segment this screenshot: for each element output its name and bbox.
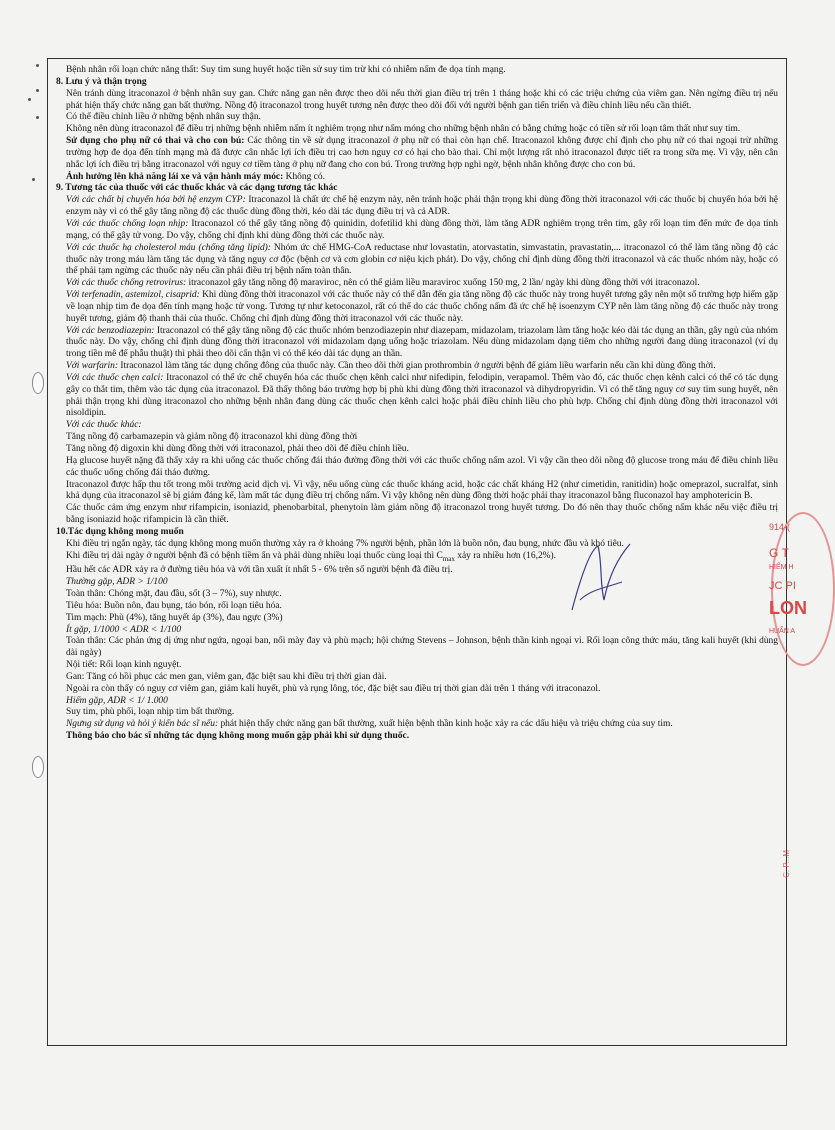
interaction-text: Nhóm ức chế HMG-CoA reductase như lovastatin, atorvastatin, simvastatin, pravastatin,... itraconazol có thể làm tăng nồng độ các thuốc này trong máu làm tăng tác dụng và tăng nguy cơ độc (bệnh cơ và cơn globin cơ niệu kịch phát). Do vậy, chống chỉ định dùng đồng thời itraconazol và các thuốc nhóm này, hoặc có thể phải tạm ngừng các thuốc này nếu cần phải điều trị bệnh nấm toàn thân.: [66, 242, 778, 277]
interaction-terfenadin: [56, 290, 778, 326]
interaction-text: itraconazol gây tăng nồng độ maraviroc, nên có thể giảm liều maraviroc xuống 150 mg, 2 lần/ ngày khi dùng đồng thời với itraconazol.: [186, 278, 700, 289]
s8-paragraph-1: Nên tránh dùng itraconazol ở bệnh nhân suy gan. Chức năng gan nên được theo dõi nếu thời gian điều trị trên 1 tháng hoặc khi có các triệu chứng của viêm gan. Nên ngừng điều trị nếu phát hiện thấy chức năng gan bất thường. Nồng độ itraconazol trong huyết tương nên được theo dõi đối với người bệnh gan tiến triển và điều chỉnh liều nếu cần thiết.: [66, 88, 778, 111]
stop-use-text: phát hiện thấy chức năng gan bất thường, xuất hiện bệnh thần kinh hoặc xảy ra các dấu hiệu và triệu chứng của suy tim.: [218, 719, 673, 730]
stamp-text: HIỂM H: [769, 564, 794, 571]
punch-hole: [32, 372, 44, 394]
section-9-title: 9. Tương tác của thuốc với các thuốc khác và các dạng tương tác khác: [56, 183, 338, 194]
interaction-text: Itraconazol là chất ức chế hệ enzym này, nên tránh hoặc phải thận trọng khi dùng đồng thời itraconazol với các thuốc bị chuyển hóa bởi hệ enzym này vì có thể gây tăng nồng độ các thuốc dùng đồng thời, kéo dài tác dụng điều trị và cả ADR.: [66, 195, 778, 218]
rare-item: Suy tim, phù phổi, loạn nhịp tim bất thường.: [66, 707, 235, 718]
stamp-text: JC PI: [769, 580, 796, 592]
s10-paragraph-3: Hầu hết các ADR xảy ra ở đường tiêu hóa và với tần xuất ít nhất 5 - 6% trên số người bệnh đã điều trị.: [66, 565, 453, 576]
stop-use-label: Ngưng sử dụng và hỏi ý kiến bác sĩ nếu:: [66, 719, 219, 730]
contraindication-line: Bệnh nhân rối loạn chức năng thất: Suy tim sung huyết hoặc tiền sử suy tim trừ khi có nhiễm nấm đe dọa tính mạng.: [66, 65, 506, 75]
s8-pregnancy: [56, 136, 778, 172]
interaction-label: Với các thuốc chống loạn nhịp:: [66, 218, 189, 229]
signature-scribble: [560, 540, 640, 620]
interaction-label: Với các thuốc chẹn calci:: [66, 372, 164, 383]
s8-paragraph-2: Có thể điều chỉnh liều ở những bệnh nhân suy thận.: [66, 112, 261, 123]
red-stamp: [763, 512, 807, 662]
uncommon-item: Ngoài ra còn thấy có nguy cơ viêm gan, giảm kali huyết, phù và rụng lông, tóc, đặc biệt sau điều trị thời gian dài trên 1 tháng với itraconazol.: [66, 683, 601, 694]
leaflet-page: [47, 58, 787, 1046]
interaction-text: Itraconazol có thể gây tăng nồng độ quinidin, dofetilid khi dùng đồng thời, làm tăng ADR nghiêm trọng trên tim, gây rối loạn tim đến mức đe dọa tính mạng, có thể gây tử vong. Do vậy, chống chỉ định khi dùng đồng thời các thuốc này.: [66, 218, 778, 241]
margin-dot: [28, 98, 31, 101]
interaction-other-3: Hạ glucose huyết nặng đã thấy xảy ra khi uống các thuốc chống đái tháo đường đồng thời với các thuốc chống nấm azol. Vì vậy cần theo dõi nồng độ glucose trong máu để điều chỉnh liều các thuốc uống chống đái tháo đường.: [66, 455, 778, 478]
pregnancy-label: Sử dụng cho phụ nữ có thai và cho con bú:: [66, 136, 245, 147]
section-8-title: 8. Lưu ý và thận trọng: [56, 76, 147, 87]
s8-driving: [56, 172, 778, 184]
notify-doctor-line: Thông báo cho bác sĩ những tác dụng không mong muốn gặp phải khi sử dụng thuốc.: [66, 731, 410, 742]
interaction-text: Itraconazol có thể ức chế chuyển hóa các thuốc chẹn kênh calci như nifedipin, felodipin, verapamol. Thêm vào đó, các thuốc chẹn kênh calci có thể có tác dụng gây co thắt tim, thêm vào tác dụng của itraconazol. Đã thấy thông báo trường hợp bị phù khi dùng đồng thời itraconazol và dihydropyridin. Vì có thể tăng nguy cơ suy tim sung huyết, nên phải thận trọng khi dùng itraconazol cho những bệnh nhân đang dùng các thuốc chẹn kênh calci hoặc phải điều chỉnh liều cho phù hợp. Chống chỉ định dùng đồng thời itraconazol với nisoldipin.: [66, 372, 778, 419]
interaction-other-4: Itraconazol được hấp thu tốt trong môi trường acid dịch vị. Vì vậy, nếu uống cùng các thuốc kháng acid, hoặc các chất kháng H2 (như cimetidin, ranitidin) hoặc omeprazol, sucralfat, sinh khả dụng của itraconazol sẽ bị giảm đáng kể, làm mất tác dụng điều trị chống nấm. Vì vậy không nên dùng đồng thời hoặc phải thay itraconazol bằng fluconazol hay amphotericin B.: [66, 479, 778, 502]
interaction-label: Với các benzodiazepin:: [66, 325, 155, 336]
cmax-subscript: max: [442, 554, 455, 563]
margin-red-mark: C. P...M: [782, 850, 791, 878]
rare-label: Hiếm gặp, ADR < 1/ 1.000: [66, 695, 168, 706]
interaction-benzodiazepin: [56, 326, 778, 362]
s8-paragraph-3: Không nên dùng itraconazol để điều trị những bệnh nhiễm nấm ít nghiêm trọng như nấm móng cho những bệnh nhân có bằng chứng hoặc có tiền sử rối loạn tâm thất như suy tim.: [66, 124, 741, 135]
stamp-text: HUẨN A: [769, 628, 796, 635]
stamp-text: LON: [769, 598, 807, 618]
interaction-text: Itraconazol có thể gây tăng nồng độ các thuốc nhóm benzodiazepin như diazepam, midazolam, triazolam làm tăng hoặc kéo dài tác dụng an thần, gây ngủ của nhóm thuốc này. Do vậy, chống chỉ định dùng đồng thời itraconazol với midazolam dạng uống hoặc triazolam. Nếu dùng midazolam dạng tiêm cho những người đang dùng itraconazol (ví dụ trong tiền mê để phẫu thuật) thì phải theo dõi cẩn thận vì có thể kéo dài tác dụng an thần.: [66, 325, 778, 360]
uncommon-item: Nội tiết: Rối loạn kinh nguyệt.: [66, 660, 182, 671]
margin-dot: [36, 64, 39, 67]
interaction-label: Với warfarin:: [66, 361, 118, 372]
common-item: Tim mạch: Phù (4%), tăng huyết áp (3%), đau ngực (3%): [66, 612, 283, 623]
s10-paragraph-2: [56, 551, 778, 566]
s10-p2-text-b: xảy ra nhiều hơn (16,2%).: [454, 550, 557, 561]
interaction-cyp: [56, 195, 778, 219]
interaction-warfarin: [56, 361, 778, 373]
interaction-label: Với các chất bị chuyển hóa bởi hệ enzym CYP:: [66, 195, 246, 206]
stamp-text: 914-(: [769, 522, 791, 532]
pregnancy-text: Các thông tin về sử dụng itraconazol ở phụ nữ có thai còn hạn chế. Itraconazol không được chỉ định cho phụ nữ có thai ngoại trừ những trường hợp đe dọa đến tính mạng mà đã được cân nhắc lợi ích điều trị cao hơn nguy cơ có hại cho bào thai. Chỉ một lượng rất nhỏ itraconazol được tiết ra trong sữa mẹ. Vì vậy, nên cân nhắc lợi ích điều trị bằng itraconazol với nguy cơ tiềm tàng ở phụ nữ đang cho con bú. Trong trường hợp nghi ngờ, bệnh nhân không được cho con bú.: [66, 136, 778, 170]
uncommon-item: Gan: Tăng có hồi phục các men gan, viêm gan, đặc biệt sau khi điều trị thời gian dài.: [66, 671, 387, 682]
interaction-label: Với terfenadin, astemizol, cisaprid:: [66, 290, 200, 301]
margin-dot: [36, 116, 39, 119]
interaction-label: Với các thuốc chống retrovirus:: [66, 278, 187, 289]
interaction-text: Khi dùng đồng thời itraconazol với các thuốc này có thể dẫn đến gia tăng nồng độ các thuốc này trong huyết tương gây nên một số trường hợp hiếm gặp về loạn nhịp tim đe dọa đến tính mạng hoặc tử vong. Tương tự như ketoconazol, rất có thể do các thuốc chống nấm đã ức chế hệ isoenzym CYP nên làm tăng nồng độ các thuốc này trong huyết tương, giảm độ thanh thải của thuốc. Chống chỉ định dùng đồng thời itraconazol với các thuốc này.: [66, 290, 779, 324]
s10-paragraph-1: Khi điều trị ngắn ngày, tác dụng không mong muốn thường xảy ra ở khoảng 7% người bệnh, phần lớn là buồn nôn, đau bụng, nhức đầu và khó tiêu.: [66, 538, 624, 549]
interaction-other-5: Các thuốc cảm ứng enzym như rifampicin, isoniazid, phenobarbital, phenytoin làm giảm nồng độ itraconazol trong huyết tương. Do đó nên thay thuốc chống nấm khác nếu việc điều trị bằng isoniazid hoặc rifampicin là cần thiết.: [66, 503, 778, 526]
interaction-text: Itraconazol làm tăng tác dụng chống đông của thuốc này. Cần theo dõi thời gian prothrombin ở người bệnh để giảm liều warfarin nếu cần khi dùng đồng thời.: [117, 361, 716, 372]
s10-p2-text-a: Khi điều trị dài ngày ở người bệnh đã có bệnh tiềm ẩn và phải dùng nhiều loại thuốc cùng loại thì C: [66, 550, 443, 561]
driving-text: Không có.: [283, 171, 325, 182]
interaction-other-2: Tăng nồng độ digoxin khi dùng đồng thời với itraconazol, phải theo dõi để điều chỉnh liều.: [66, 444, 409, 454]
interaction-label: Với các thuốc hạ cholesterol máu (chống tăng lipid):: [66, 242, 271, 253]
driving-label: Ảnh hưởng lên khả năng lái xe và vận hành máy móc:: [66, 171, 284, 182]
interaction-retrovirus: [56, 278, 778, 290]
punch-hole: [32, 756, 44, 778]
interaction-other-1: Tăng nồng độ carbamazepin và giảm nồng độ itraconazol khi dùng đồng thời: [66, 432, 358, 443]
interaction-calcium-blockers: [56, 373, 778, 420]
common-item: Toàn thân: Chóng mặt, đau đầu, sốt (3 – 7%), suy nhược.: [66, 589, 282, 600]
interaction-antiarrhythmic: [56, 219, 778, 243]
stamp-text: G T: [769, 546, 789, 560]
uncommon-item: Toàn thân: Các phản ứng dị ứng như ngứa, ngoại ban, nổi mày đay và phù mạch; hội chứng Stevens – Johnson, bệnh thần kinh ngoại vi. Rối loạn công thức máu, tăng kali huyết (khi dùng dài ngày): [66, 636, 778, 659]
margin-dot: [32, 178, 35, 181]
interaction-cholesterol: [56, 243, 778, 279]
common-label: Thường gặp, ADR > 1/100: [66, 577, 168, 588]
margin-dot: [36, 89, 39, 92]
section-10-title: 10.Tác dụng không mong muốn: [56, 526, 184, 537]
stop-use-advice: [56, 719, 778, 731]
common-item: Tiêu hóa: Buồn nôn, đau bụng, táo bón, rối loạn tiêu hóa.: [66, 600, 282, 611]
interaction-other-label: Với các thuốc khác:: [66, 420, 142, 431]
uncommon-label: Ít gặp, 1/1000 < ADR < 1/100: [66, 624, 182, 635]
